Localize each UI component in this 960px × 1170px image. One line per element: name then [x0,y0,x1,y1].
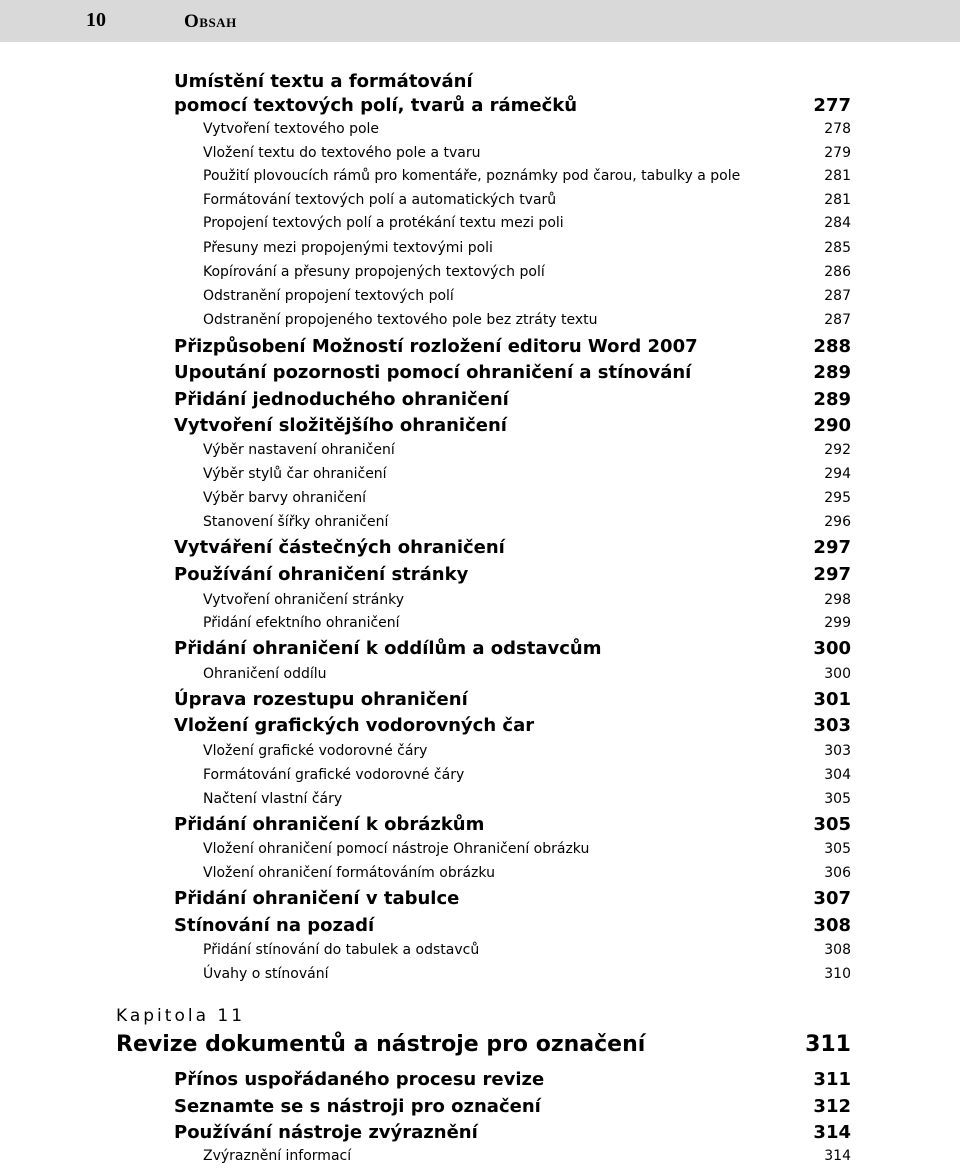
toc-subentry-page: 295 [824,490,851,506]
running-title: Obsah [184,11,237,32]
toc-subentry-title: Přesuny mezi propojenými textovými poli [203,240,493,256]
toc-subentry-page: 308 [824,942,851,958]
toc-entry-page: 314 [813,1122,851,1143]
toc-subentry[interactable] [203,145,851,167]
toc-subentry-title: Odstranění propojení textových polí [203,288,454,304]
toc-entry[interactable] [174,1122,851,1147]
toc-subentry-page: 285 [824,240,851,256]
toc-subentry[interactable] [203,514,851,536]
toc-subentry-title: Výběr barvy ohraničení [203,490,367,506]
toc-subentry[interactable] [203,466,851,488]
toc-entry-page: 290 [813,415,851,436]
toc-subentry-title: Formátování grafické vodorovné čáry [203,767,465,783]
toc-entry-page: 311 [813,1069,851,1090]
page-number: 10 [86,9,106,31]
toc-subentry-page: 299 [824,615,851,631]
toc-entry-title: Stínování na pozadí [174,915,375,936]
toc-entry[interactable] [174,1069,851,1094]
toc-entry-page: 308 [813,915,851,936]
toc-entry[interactable] [174,638,851,663]
toc-subentry-title: Zvýraznění informací [203,1148,352,1164]
toc-entry-title: Přizpůsobení Možností rozložení editoru Word 2007 [174,336,698,357]
toc-entry-title: Vytváření částečných ohraničení [174,537,505,558]
toc-entry[interactable] [174,1096,851,1121]
toc-subentry-title: Vložení textu do textového pole a tvaru [203,145,481,161]
toc-entry-title: pomocí textových polí, tvarů a rámečků [174,95,578,116]
toc-subentry[interactable] [203,791,851,813]
toc-subentry-page: 298 [824,592,851,608]
toc-subentry-title: Načtení vlastní čáry [203,791,343,807]
toc-entry-title: Přidání ohraničení v tabulce [174,888,460,909]
toc-subentry-page: 304 [824,767,851,783]
toc-entry[interactable] [174,389,851,414]
toc-subentry[interactable] [203,240,851,262]
toc-subentry[interactable] [203,767,851,789]
toc-subentry-page: 314 [824,1148,851,1164]
toc-entry-title: Seznamte se s nástroji pro označení [174,1096,541,1117]
toc-subentry-page: 287 [824,288,851,304]
toc-subentry-title: Vložení ohraničení pomocí nástroje Ohraničení obrázku [203,841,590,857]
toc-entry-title: Vložení grafických vodorovných čar [174,715,535,736]
toc-subentry[interactable] [203,592,851,614]
toc-subentry-title: Ohraničení oddílu [203,666,327,682]
toc-entry-page: 289 [813,389,851,410]
toc-entry-title: Používání nástroje zvýraznění [174,1122,478,1143]
toc-subentry-title: Propojení textových polí a protékání textu mezi poli [203,215,564,231]
toc-subentry[interactable] [203,312,851,334]
toc-entry-title: Přidání ohraničení k obrázkům [174,814,485,835]
toc-subentry-title: Vytvoření ohraničení stránky [203,592,405,608]
toc-subentry-title: Výběr nastavení ohraničení [203,442,395,458]
toc-subentry-page: 286 [824,264,851,280]
toc-entry-title: Úprava rozestupu ohraničení [174,689,468,710]
toc-subentry-title: Odstranění propojeného textového pole bez ztráty textu [203,312,598,328]
toc-subentry-page: 305 [824,841,851,857]
toc-entry[interactable] [174,362,851,387]
toc-entry-page: 277 [813,95,851,116]
toc-entry-page: 297 [813,564,851,585]
toc-entry-page: 288 [813,336,851,357]
toc-entry-page: 307 [813,888,851,909]
toc-entry[interactable] [174,564,851,589]
toc-entry[interactable] [174,814,851,839]
toc-subentry-title: Kopírování a přesuny propojených textových polí [203,264,545,280]
toc-subentry-page: 278 [824,121,851,137]
toc-subentry[interactable] [203,264,851,286]
toc-entry[interactable] [174,915,851,940]
toc-entry[interactable] [174,537,851,562]
chapter-title: Revize dokumentů a nástroje pro označení [116,1032,646,1057]
toc-entry-page: 289 [813,362,851,383]
toc-subentry-title: Výběr stylů čar ohraničení [203,466,387,482]
toc-entry-page: 301 [813,689,851,710]
chapter-label: Kapitola 11 [116,1006,246,1026]
toc-subentry[interactable] [203,168,851,190]
toc-subentry-page: 292 [824,442,851,458]
toc-subentry[interactable] [203,215,851,237]
toc-subentry-title: Vložení ohraničení formátováním obrázku [203,865,495,881]
toc-entry[interactable] [174,415,851,440]
toc-subentry[interactable] [203,288,851,310]
toc-subentry[interactable] [203,841,851,863]
toc-subentry-page: 284 [824,215,851,231]
toc-subentry-page: 305 [824,791,851,807]
toc-subentry-page: 310 [824,966,851,982]
toc-entry-title: Vytvoření složitějšího ohraničení [174,415,507,436]
toc-subentry-page: 300 [824,666,851,682]
toc-subentry-title: Úvahy o stínování [203,966,329,982]
toc-entry-page: 305 [813,814,851,835]
toc-subentry-title: Vložení grafické vodorovné čáry [203,743,428,759]
toc-entry-page: 300 [813,638,851,659]
toc-entry-title: Přidání ohraničení k oddílům a odstavcům [174,638,602,659]
toc-subentry[interactable] [203,666,851,688]
toc-subentry-title: Vytvoření textového pole [203,121,380,137]
chapter-page: 311 [805,1032,851,1057]
toc-subentry-title: Použití plovoucích rámů pro komentáře, poznámky pod čarou, tabulky a pole [203,168,741,184]
toc-subentry-page: 287 [824,312,851,328]
toc-subentry-title: Stanovení šířky ohraničení [203,514,389,530]
toc-entry-page: 303 [813,715,851,736]
toc-entry-page: 297 [813,537,851,558]
toc-subentry[interactable] [203,442,851,464]
toc-subentry[interactable] [203,490,851,512]
toc-subentry-title: Přidání stínování do tabulek a odstavců [203,942,480,958]
toc-subentry-page: 279 [824,145,851,161]
toc-subentry[interactable] [203,1148,851,1170]
toc-entry[interactable] [174,71,851,120]
toc-entry[interactable] [174,888,851,913]
toc-entry-title: Přínos uspořádaného procesu revize [174,1069,545,1090]
toc-subentry-title: Formátování textových polí a automatických tvarů [203,192,557,208]
toc-entry-title: Upoutání pozornosti pomocí ohraničení a stínování [174,362,692,383]
toc-entry[interactable] [174,689,851,714]
toc-entry[interactable] [174,715,851,740]
toc-subentry[interactable] [203,942,851,964]
toc-subentry[interactable] [203,966,851,988]
chapter-heading[interactable] [116,1032,851,1064]
toc-entry[interactable] [174,336,851,361]
toc-subentry[interactable] [203,615,851,637]
toc-subentry-page: 303 [824,743,851,759]
toc-entry-page: 312 [813,1096,851,1117]
toc-subentry-page: 281 [824,168,851,184]
toc-subentry[interactable] [203,865,851,887]
toc-subentry-page: 294 [824,466,851,482]
toc-entry-title: Přidání jednoduchého ohraničení [174,389,509,410]
toc-subentry-title: Přidání efektního ohraničení [203,615,400,631]
toc-subentry[interactable] [203,743,851,765]
toc-entry-title: Používání ohraničení stránky [174,564,469,585]
toc-subentry-page: 306 [824,865,851,881]
toc-subentry-page: 296 [824,514,851,530]
toc-subentry[interactable] [203,192,851,214]
toc-entry-title-line1: Umístění textu a formátování [174,71,473,92]
toc-subentry-page: 281 [824,192,851,208]
toc-subentry[interactable] [203,121,851,143]
